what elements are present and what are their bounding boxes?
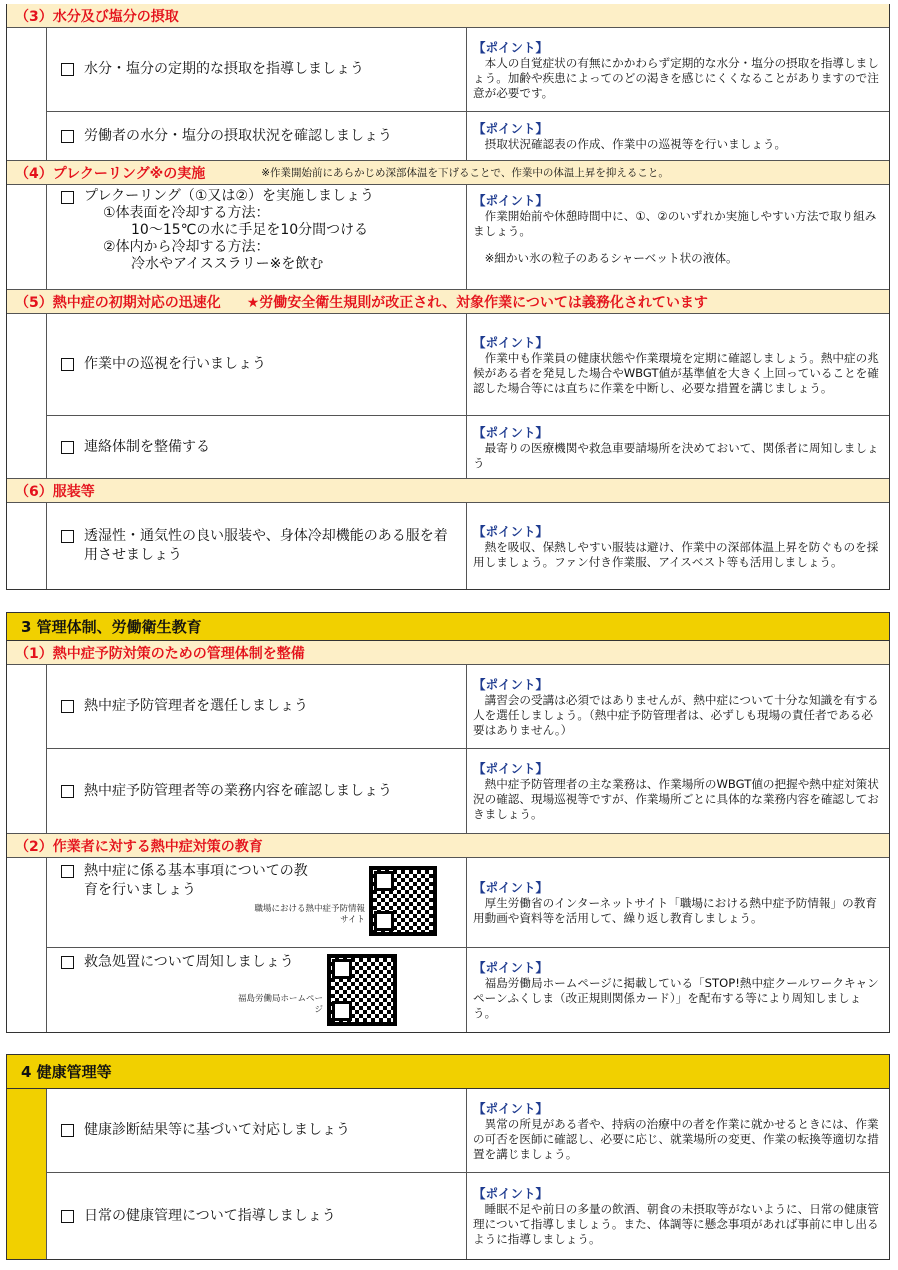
subsection-title-water-salt: （3）水分及び塩分の摂取 [7, 4, 889, 28]
checkbox[interactable] [61, 358, 74, 371]
point-label: 【ポイント】 [473, 39, 549, 55]
method-2: ②体内から冷却する方法： [103, 239, 270, 255]
check-label: 透湿性・通気性の良い服装や、身体冷却機能のある服を着用させましょう [84, 528, 448, 563]
point-label: 【ポイント】 [473, 761, 549, 776]
group-clothing [7, 503, 889, 589]
subsection-title-management: （1）熱中症予防対策のための管理体制を整備 [7, 641, 889, 665]
checkbox[interactable] [61, 441, 74, 454]
check-label: 連絡体制を整備する [84, 438, 210, 455]
point-label: 【ポイント】 [473, 1100, 549, 1116]
checkbox[interactable] [61, 700, 74, 713]
checkbox[interactable] [61, 191, 74, 204]
point-label: 【ポイント】 [473, 334, 549, 350]
group-water-salt [7, 28, 889, 161]
check-label: 作業中の巡視を行いましょう [84, 356, 266, 372]
point-label: 【ポイント】 [473, 960, 549, 975]
point-label: 【ポイント】 [473, 424, 549, 440]
checkbox[interactable] [61, 1210, 74, 1223]
precooling-note: ※作業開始前にあらかじめ深部体温を下げることで、作業中の体温上昇を抑えること。 [261, 167, 669, 179]
qr-caption: 職場における熱中症予防情報サイト [254, 904, 365, 925]
point-text: 睡眠不足や前日の多量の飲酒、朝食の未摂取等がないように、日常の健康管理について指導しましょう。また、体調等に懸念事項があれば事前に申し出るように指導しましょう。 [473, 1202, 879, 1246]
check-row [47, 112, 889, 160]
group-precooling [7, 185, 889, 290]
section-title: 3 管理体制、労働衛生教育 [7, 613, 889, 641]
check-label: 救急処置について周知しましょう [84, 954, 294, 970]
section-work-management [6, 4, 890, 590]
check-row [47, 749, 889, 833]
point-label: 【ポイント】 [473, 121, 549, 136]
check-label: プレクーリング（①又は②）を実施しましょう [84, 188, 374, 204]
section-health-management [6, 1054, 890, 1260]
qr-code-icon[interactable] [369, 866, 437, 936]
checkbox[interactable] [61, 865, 74, 878]
point-label: 【ポイント】 [473, 193, 549, 208]
point-text: 摂取状況確認表の作成、作業中の巡視等を行いましょう。 [484, 137, 787, 151]
section-management-education [6, 612, 890, 1033]
slurry-note: ※細かい氷の粒子のあるシャーベット状の液体。 [484, 251, 738, 265]
check-row [47, 665, 889, 749]
point-text: 最寄りの医療機関や救急車要請場所を決めておいて、関係者に周知しましょう [473, 440, 879, 470]
qr-caption: 福島労働局ホームページ [237, 994, 323, 1015]
point-text: 作業開始前や休憩時間中に、①、②のいずれか実施しやすい方法で取り組みましょう。 [473, 209, 877, 238]
point-label: 【ポイント】 [473, 676, 549, 692]
point-text: 作業中も作業員の健康状態や作業環境を定期に確認しましょう。熱中症の兆候がある者を発見した場合やWBGT値が基準値を大きく上回っていることを確認した場合等には直ちに作業を中断し、必要な措置を講じましょう。 [473, 350, 879, 395]
checkbox[interactable] [61, 530, 74, 543]
subsection-title-initial-response: （5）熱中症の初期対応の迅速化 ★労働安全衛生規則が改正され、対象作業については義務化されています [7, 290, 889, 314]
group-initial-response [7, 314, 889, 479]
check-label: 労働者の水分・塩分の摂取状況を確認しましょう [84, 127, 392, 144]
method-2-detail: 冷水やアイススラリー※を飲む [131, 256, 324, 272]
checkbox[interactable] [61, 130, 74, 143]
check-row [47, 948, 889, 1032]
check-label: 健康診断結果等に基づいて対応しましょう [84, 1122, 350, 1138]
checkbox[interactable] [61, 63, 74, 76]
point-text: 本人の自覚症状の有無にかかわらず定期的な水分・塩分の摂取を指導しましょう。加齢や疾患によってのどの渇きを感じにくくなることがありますので注意が必要です。 [473, 55, 879, 100]
point-label: 【ポイント】 [473, 1186, 549, 1201]
subsection-title-clothing: （6）服装等 [7, 479, 889, 503]
check-row [47, 314, 889, 416]
method-1-detail: 10～15℃の水に手足を10分間つける [131, 222, 369, 238]
point-text: 異常の所見がある者や、持病の治療中の者を作業に就かせるときには、作業の可否を医師に確認し、必要に応じ、就業場所の変更、作業の転換等適切な措置を講じましょう。 [473, 1116, 879, 1161]
group-education [7, 858, 889, 1032]
checkbox[interactable] [61, 785, 74, 798]
section-title: 4 健康管理等 [7, 1055, 889, 1089]
check-row [47, 858, 889, 948]
check-label: 日常の健康管理について指導しましょう [84, 1207, 336, 1224]
check-label: 水分・塩分の定期的な摂取を指導しましょう [84, 61, 364, 77]
regulation-notice: ★労働安全衛生規則が改正され、対象作業については義務化されています [246, 294, 708, 311]
check-row [47, 1173, 889, 1259]
checkbox[interactable] [61, 956, 74, 969]
check-row [47, 28, 889, 112]
point-text: 熱中症予防管理者の主な業務は、作業場所のWBGT値の把握や熱中症対策状況の確認、現場巡視等ですが、作業場所ごとに具体的な業務内容を確認しておきましょう。 [473, 777, 879, 821]
point-label: 【ポイント】 [473, 523, 549, 539]
check-row [47, 503, 889, 589]
checkbox[interactable] [61, 1124, 74, 1137]
point-label: 【ポイント】 [473, 880, 549, 895]
point-text: 熱を吸収、保熱しやすい服装は避け、作業中の深部体温上昇を防ぐものを採用しましょう。ファン付き作業服、アイスベスト等も活用しましょう。 [473, 539, 879, 569]
check-row [47, 1089, 889, 1173]
method-1: ①体表面を冷却する方法： [103, 205, 270, 221]
subsection-title-education: （2）作業者に対する熱中症対策の教育 [7, 834, 889, 858]
check-row [47, 185, 889, 289]
check-label: 熱中症に係る基本事項についての教育を行いましょう [84, 863, 308, 898]
subsection-title-precooling: （4）プレクーリング※の実施 ※作業開始前にあらかじめ深部体温を下げることで、作業中の体温上昇を抑えること。 [7, 161, 889, 185]
point-text: 福島労働局ホームページに掲載している「STOP!熱中症クールワークキャンペーンふくしま（改正規則関係カード）」を配布する等により周知しましょう。 [473, 976, 879, 1020]
check-label: 熱中症予防管理者を選任しましょう [84, 698, 308, 714]
group-management [7, 665, 889, 834]
qr-code-icon[interactable] [327, 954, 397, 1026]
group-health [7, 1089, 889, 1259]
point-text: 厚生労働省のインターネットサイト「職場における熱中症予防情報」の教育用動画や資料等を活用して、繰り返し教育しましょう。 [473, 896, 877, 925]
check-label: 熱中症予防管理者等の業務内容を確認しましょう [84, 782, 392, 799]
point-text: 講習会の受講は必須ではありませんが、熱中症について十分な知識を有する人を選任しましょう。（熱中症予防管理者は、必ずしも現場の責任者である必要はありません。） [473, 692, 879, 737]
check-row [47, 416, 889, 478]
